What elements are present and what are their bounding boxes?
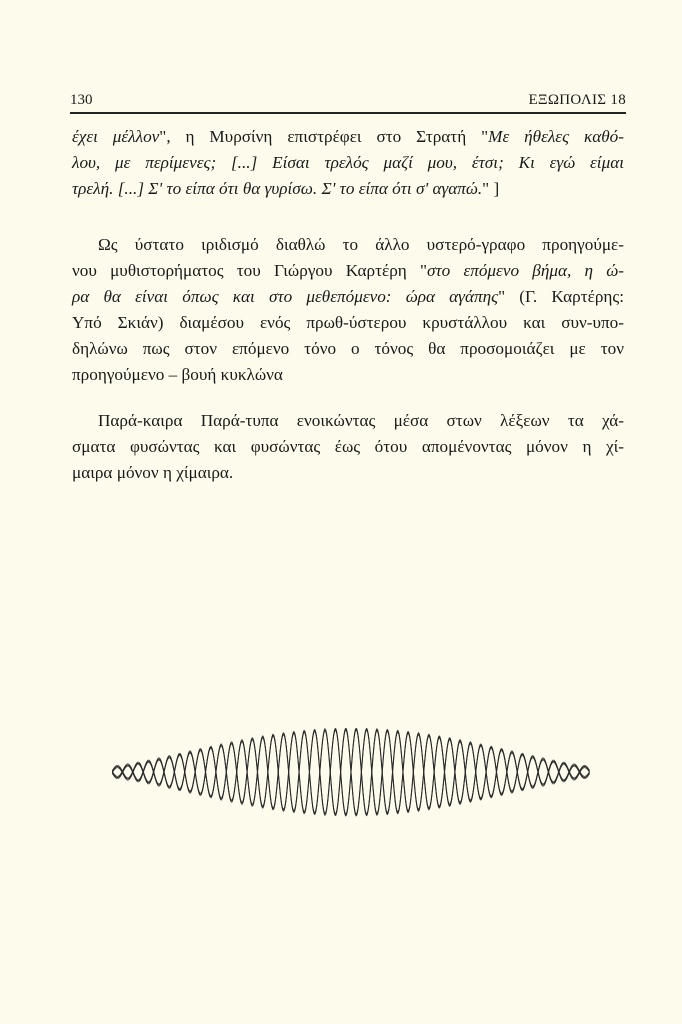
text-line bbox=[72, 124, 624, 150]
text-line bbox=[72, 310, 624, 336]
italic-quote-segment: λου, με περίμενες; [...] Είσαι τρελός μαζί μου, έτσι; Κι εγώ είμαι bbox=[72, 153, 624, 172]
text-line bbox=[72, 258, 624, 284]
italic-quote-segment: τρελή. [...] Σ' το είπα ότι θα γυρίσω. Σ' το είπα ότι σ' αγαπώ. bbox=[72, 179, 483, 198]
paragraph-1 bbox=[72, 124, 624, 202]
journal-title: ΕΞΩΠΟΛΙΣ 18 bbox=[528, 92, 626, 108]
running-header bbox=[70, 90, 626, 114]
text-line bbox=[72, 434, 624, 460]
italic-quote-segment: ρα θα είναι όπως και στο μεθεπόμενο: ώρα αγάπης bbox=[72, 287, 499, 306]
text-segment: ", η Μυρσίνη επιστρέφει στο Στρατή " bbox=[159, 127, 489, 146]
text-segment: Παρά-καιρα Παρά-τυπα ενοικώντας μέσα στων λέξεων τα χά- bbox=[98, 411, 624, 430]
text-segment: Ως ύστατο ιριδισμό διαθλώ το άλλο υστερό-γραφο προηγούμε- bbox=[98, 235, 624, 254]
text-line bbox=[72, 176, 624, 202]
text-line bbox=[72, 150, 624, 176]
text-segment: προηγούμενο – βουή κυκλώνα bbox=[72, 365, 283, 384]
italic-quote-segment: στο επόμενο βήμα, η ώ- bbox=[427, 261, 624, 280]
text-segment: Υπό Σκιάν) διαμέσου ενός πρωθ-ύστερου κρυστάλλου και συν-υπο- bbox=[72, 313, 624, 332]
text-line bbox=[72, 408, 624, 434]
page-number: 130 bbox=[70, 92, 93, 108]
paragraph-2 bbox=[72, 232, 624, 388]
text-line bbox=[72, 362, 624, 388]
helix-ornament bbox=[112, 728, 590, 820]
text-segment: " ] bbox=[482, 179, 500, 198]
text-line bbox=[72, 284, 624, 310]
text-line bbox=[72, 232, 624, 258]
text-line bbox=[72, 336, 624, 362]
text-segment: δηλώνω πως στον επόμενο τόνο ο τόνος θα προσομοιάζει με τον bbox=[72, 339, 624, 358]
text-segment: " (Γ. Καρτέρης: bbox=[498, 287, 624, 306]
text-segment: σματα φυσώντας και φυσώντας έως ότου απομένοντας μόνον η χί- bbox=[72, 437, 624, 456]
text-segment: νου μυθιστορήματος του Γιώργου Καρτέρη " bbox=[72, 261, 428, 280]
italic-quote-segment: έχει μέλλον bbox=[72, 127, 160, 146]
paragraph-3 bbox=[72, 408, 624, 486]
italic-quote-segment: Με ήθελες καθό- bbox=[488, 127, 624, 146]
text-segment: μαιρα μόνον η χίμαιρα. bbox=[72, 463, 234, 482]
text-line bbox=[72, 460, 624, 486]
